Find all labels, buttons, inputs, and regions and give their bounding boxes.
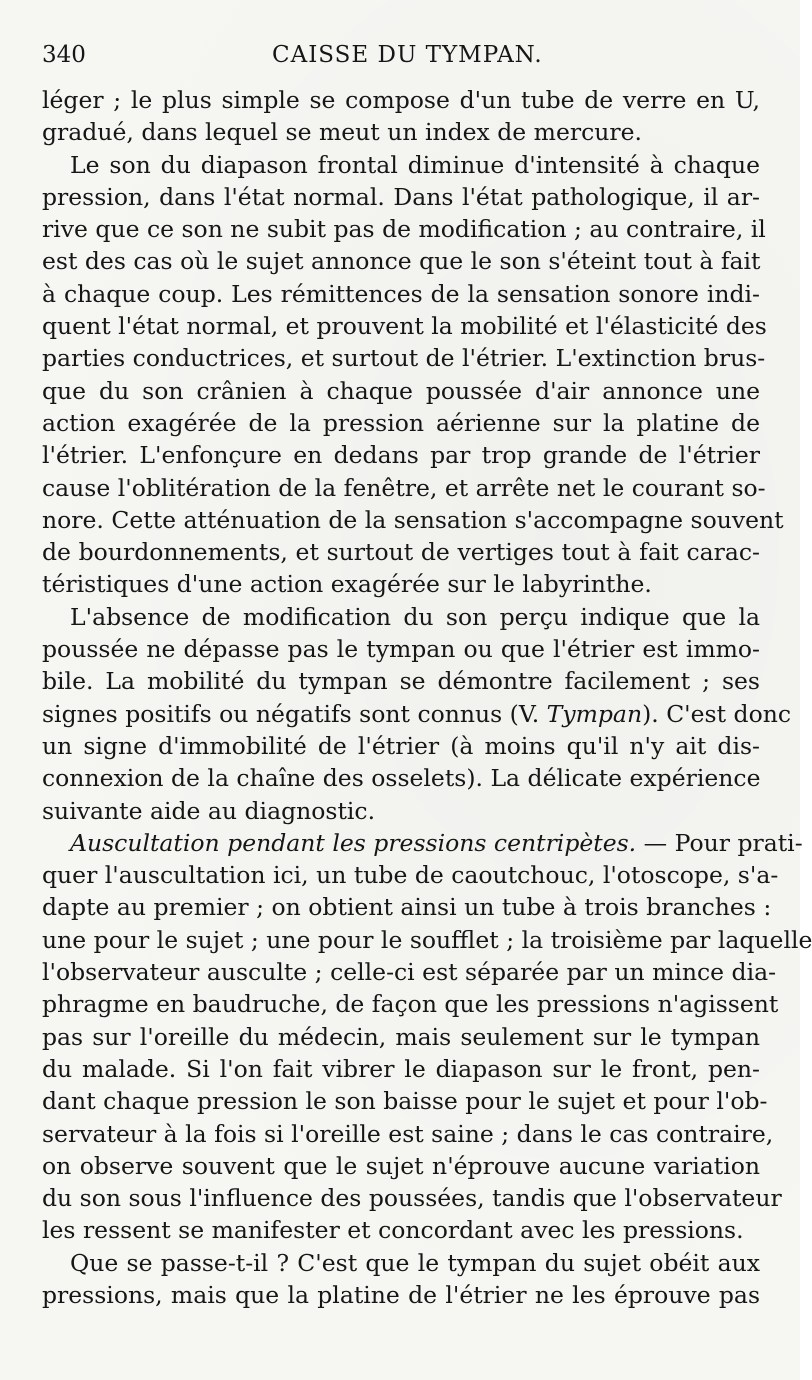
text-line: Que se passe-t-il ? C'est que le tympan du sujet obéit aux	[70, 1248, 760, 1277]
text-line: l'étrier. L'enfonçure en dedans par trop grande de l'étrier	[42, 441, 760, 470]
text-line: bile. La mobilité du tympan se démontre facilement ; ses	[42, 667, 760, 696]
text-line: léger ; le plus simple se compose d'un tube de verre en U,	[42, 86, 760, 114]
text-line: téristiques d'une action exagérée sur le labyrinthe.	[42, 570, 652, 599]
text-line: quer l'auscultation ici, un tube de caoutchouc, l'otoscope, s'a-	[42, 861, 779, 890]
page-header	[42, 38, 760, 72]
text-line: pression, dans l'état normal. Dans l'état pathologique, il ar-	[42, 182, 760, 211]
text-line: de bourdonnements, et surtout de vertiges tout à fait carac-	[42, 538, 760, 567]
text-line: servateur à la fois si l'oreille est saine ; dans le cas contraire,	[42, 1119, 774, 1148]
text-line: rive que ce son ne subit pas de modification ; au contraire, il	[42, 215, 766, 244]
page-number: 340	[42, 42, 86, 68]
text-line: du son sous l'influence des poussées, tandis que l'observateur	[42, 1184, 782, 1213]
text-line: un signe d'immobilité de l'étrier (à moins qu'il n'y ait dis-	[42, 731, 760, 760]
text-line: les ressent se manifester et concordant avec les pressions.	[42, 1216, 744, 1245]
text-line: Le son du diapason frontal diminue d'intensité à chaque	[70, 150, 760, 179]
italic-text: Tympan	[546, 699, 643, 728]
text-line	[42, 698, 792, 730]
text-line: action exagérée de la pression aérienne sur la platine de	[42, 408, 760, 437]
text-line: connexion de la chaîne des osselets). La délicate expérience	[42, 764, 761, 793]
text-segment: — Pour prati-	[636, 828, 803, 857]
body-text	[42, 84, 812, 1311]
text-line: poussée ne dépasse pas le tympan ou que l'étrier est immo-	[42, 635, 760, 664]
text-line: l'observateur ausculte ; celle-ci est séparée par un mince dia-	[42, 958, 777, 987]
text-line: nore. Cette atténuation de la sensation s'accompagne souvent	[42, 505, 784, 534]
text-line: à chaque coup. Les rémittences de la sensation sonore indi-	[42, 279, 760, 308]
text-line: que du son crânien à chaque poussée d'air annonce une	[42, 376, 760, 405]
text-line	[42, 827, 803, 859]
text-line: est des cas où le sujet annonce que le son s'éteint tout à fait	[42, 247, 761, 276]
text-line: dant chaque pression le son baisse pour le sujet et pour l'ob-	[42, 1087, 768, 1116]
text-line: pressions, mais que la platine de l'étrier ne les éprouve pas	[42, 1280, 760, 1309]
text-line: suivante aide au diagnostic.	[42, 796, 376, 825]
text-line: quent l'état normal, et prouvent la mobilité et l'élasticité des	[42, 312, 767, 341]
running-title: CAISSE DU TYMPAN.	[272, 42, 543, 68]
text-line: du malade. Si l'on fait vibrer le diapason sur le front, pen-	[42, 1054, 760, 1083]
text-line: phragme en baudruche, de façon que les pressions n'agissent	[42, 990, 779, 1019]
text-line: une pour le sujet ; une pour le soufflet ; la troisième par laquelle	[42, 925, 812, 954]
text-line: cause l'oblitération de la fenêtre, et arrête net le courant so-	[42, 473, 766, 502]
text-segment: ). C'est donc	[642, 699, 792, 728]
text-line: gradué, dans lequel se meut un index de mercure.	[42, 118, 643, 147]
text-line: on observe souvent que le sujet n'éprouve aucune variation	[42, 1151, 760, 1180]
text-line: pas sur l'oreille du médecin, mais seulement sur le tympan	[42, 1022, 760, 1051]
italic-heading: Auscultation pendant les pressions centripètes.	[70, 828, 637, 857]
text-line: L'absence de modification du son perçu indique que la	[70, 602, 760, 631]
text-line: parties conductrices, et surtout de l'étrier. L'extinction brus-	[42, 344, 766, 373]
text-segment: signes positifs ou négatifs sont connus (V.	[42, 699, 547, 728]
text-line: dapte au premier ; on obtient ainsi un tube à trois branches :	[42, 893, 772, 922]
